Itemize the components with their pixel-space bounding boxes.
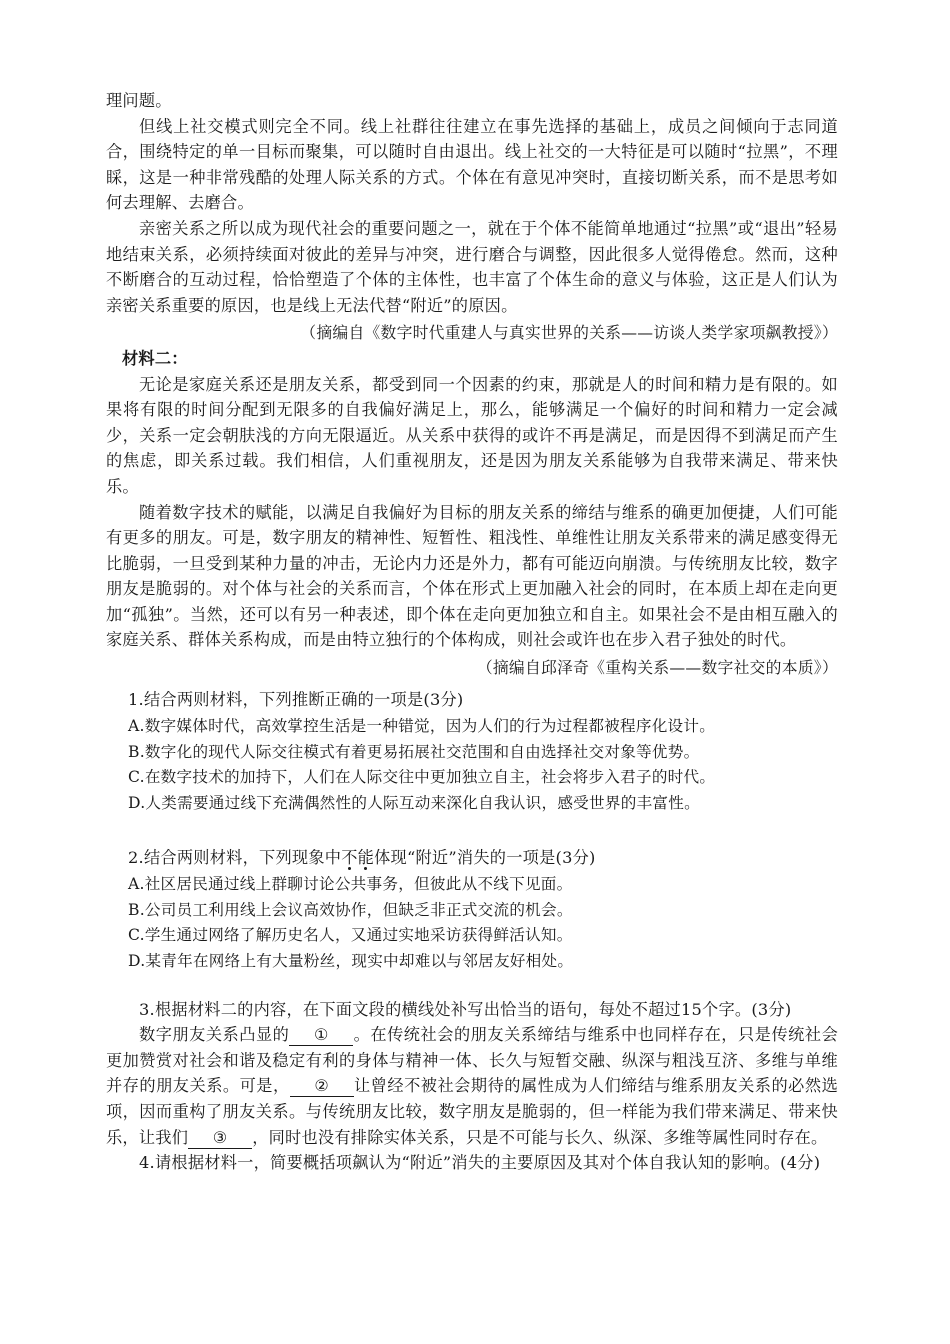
material2-source: （摘编自邱泽奇《重构关系——数字社交的本质》） xyxy=(476,658,838,678)
question-4 xyxy=(106,1150,838,1176)
question-1-option-b: B.数字化的现代人际交往模式有着更易拓展社交范围和自由选择社交对象等优势。 xyxy=(128,742,700,761)
material1-continued-line: 理问题。 xyxy=(106,91,172,110)
material1-paragraph-online: 但线上社交模式则完全不同。线上社群往往建立在事先选择的基础上，成员之间倾向于志同道合，围绕特定的单一目标而聚集，可以随时自由退出。线上社交的一大特征是可以随时“拉黑”，不理睬，这是一种非常残酷的处理人际关系的方式。个体在有意见冲突时，直接切断关系，而不是思考如何去理解、去磨合。 xyxy=(106,116,838,213)
material1-paragraph-intimacy: 亲密关系之所以成为现代社会的重要问题之一，就在于个体不能简单地通过“拉黑”或“退出”轻易地结束关系，必须持续面对彼此的差异与冲突，进行磨合与调整，因此很多人觉得倦怠。然而，这种不断磨合的互动过程，恰恰塑造了个体的主体性，也丰富了个体生命的意义与体验，这正是人们认为亲密关系重要的原因，也是线上无法代替“附近”的原因。 xyxy=(106,218,838,315)
question-2-option-a: A.社区居民通过线上群聊讨论公共事务，但彼此从不线下见面。 xyxy=(128,875,573,894)
question-1 xyxy=(106,687,838,817)
material2-heading: 材料二： xyxy=(122,348,188,368)
exam-page xyxy=(106,88,838,1176)
question-3-stem: 3.根据材料二的内容，在下面文段的横线处补写出恰当的语句，每处不超过15个字。(3分) xyxy=(139,999,792,1019)
passage-segment-1: 数字朋友关系凸显的 xyxy=(139,1025,290,1045)
question-1-stem: 1.结合两则材料，下列推断正确的一项是(3分) xyxy=(128,689,464,709)
emphasis-dot-char-2: 能 xyxy=(357,847,375,867)
passage-segment-3: 让曾经不被社会期待的属性成为人们缔结与维系朋友关系的必然选项，因而重构了朋友关系。与传统朋友比较，数字朋友是脆弱的，但一样能为我们带来满足、带来快乐，让我们 xyxy=(106,1076,839,1147)
passage-segment-2: 。在传统社会的朋友关系缔结与维系中也同样存在，只是传统社会更加赞赏对社会和谐及稳定有利的身体与精神一体、长久与短暂交融、纵深与粗浅互济、多维与单维并存的朋友关系。可是， xyxy=(106,1025,839,1096)
material1-source: （摘编自《数字时代重建人与真实世界的关系——访谈人类学家项飙教授》） xyxy=(300,323,838,343)
question-2-stem-end: 体现“附近”消失的一项是(3分) xyxy=(374,847,596,867)
material2-paragraph-limits: 无论是家庭关系还是朋友关系，都受到同一个因素的约束，那就是人的时间和精力是有限的。如果将有限的时间分配到无限多的自我偏好满足上，那么，能够满足一个偏好的时间和精力一定会减少，关系一定会朝肤浅的方向无限逼近。从关系中获得的或许不再是满足，而是因得不到满足而产生的焦虑，即关系过载。我们相信，人们重视朋友，还是因为朋友关系能够为自我带来满足、带来快乐。 xyxy=(106,374,838,496)
question-2-stem xyxy=(106,845,838,871)
question-2-option-c: C.学生通过网络了解历史名人，又通过实地采访获得鲜活认知。 xyxy=(128,926,573,945)
question-1-option-d: D.人类需要通过线下充满偶然性的人际互动来深化自我认识，感受世界的丰富性。 xyxy=(128,794,700,813)
emphasis-dot-char-1: 不 xyxy=(341,847,358,867)
answer-blank-2[interactable]: ② xyxy=(290,1076,354,1097)
question-2-option-d: D.某青年在网络上有大量粉丝，现实中却难以与邻居友好相处。 xyxy=(128,952,574,970)
question-3-passage xyxy=(106,1022,838,1150)
question-3 xyxy=(106,997,838,1151)
question-1-option-a: A.数字媒体时代，高效掌控生活是一种错觉，因为人们的行为过程都被程序化设计。 xyxy=(128,717,716,736)
material2-paragraph-digital: 随着数字技术的赋能，以满足自我偏好为目标的朋友关系的缔结与维系的确更加便捷，人们可能有更多的朋友。可是，数字朋友的精神性、短暂性、粗浅性、单维性让朋友关系带来的满足感变得无比脆弱，一旦受到某种力量的冲击，无论内力还是外力，都有可能迈向崩溃。与传统朋友比较，数字朋友是脆弱的。对个体与社会的关系而言，个体在形式上更加融入社会的同时，在本质上却在走向更加“孤独”。当然，还可以有另一种表述，即个体在走向更加独立和自主。如果社会不是由相互融入的家庭关系、群体关系构成，而是由特立独行的个体构成，则社会或许也在步入君子独处的时代。 xyxy=(106,502,838,650)
passage-segment-4: ，同时也没有排除实体关系，只是不可能与长久、纵深、多维等属性同时存在。 xyxy=(252,1127,828,1147)
question-2-stem-start: 2.结合两则材料，下列现象中 xyxy=(128,847,342,867)
question-2-option-b: B.公司员工利用线上会议高效协作，但缺乏非正式交流的机会。 xyxy=(128,900,573,919)
answer-blank-3[interactable]: ③ xyxy=(188,1128,252,1149)
answer-blank-1[interactable]: ① xyxy=(289,1025,353,1046)
question-4-stem: 4.请根据材料一，简要概括项飙认为“附近”消失的主要原因及其对个体自我认知的影响。(4分) xyxy=(139,1153,821,1173)
question-2 xyxy=(106,845,838,975)
question-1-option-c: C.在数字技术的加持下，人们在人际交往中更加独立自主，社会将步入君子的时代。 xyxy=(128,768,716,787)
